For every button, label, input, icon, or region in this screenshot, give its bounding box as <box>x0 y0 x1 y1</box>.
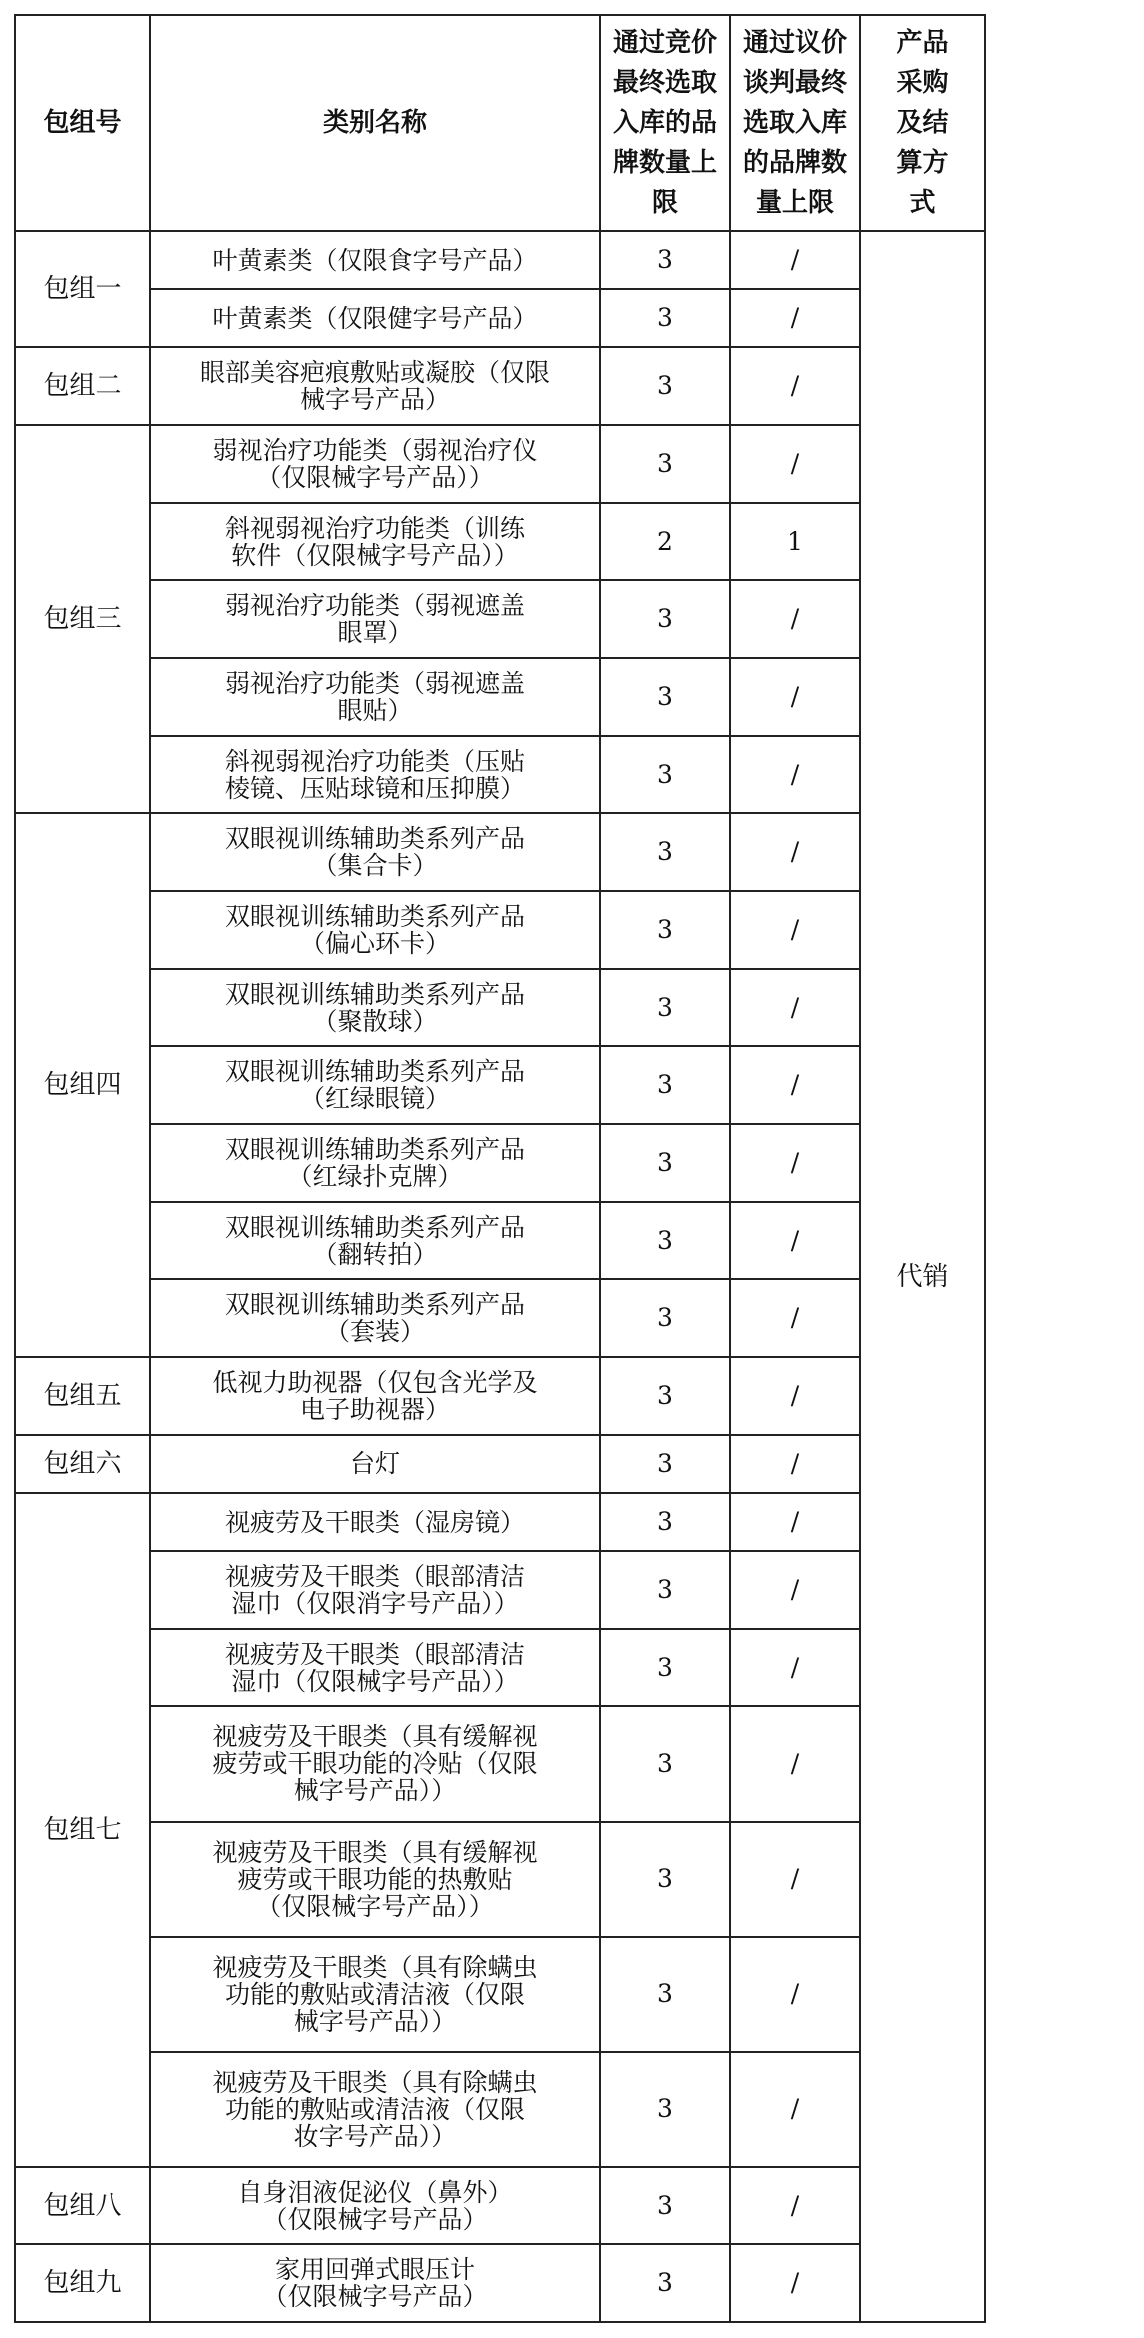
table-row <box>15 1279 985 1357</box>
table-row <box>15 1822 985 1937</box>
category-name-line: （聚散球） <box>312 1006 438 1036</box>
category-name-line: 功能的敷贴或清洁液（仅限 <box>224 2094 525 2124</box>
group-number-cell: 包组九 <box>15 2244 150 2322</box>
bid-limit-cell: 3 <box>600 969 730 1047</box>
negotiation-limit-cell: / <box>730 1822 860 1937</box>
negotiation-limit-cell: / <box>730 1202 860 1280</box>
header-text-line: 类别名称 <box>322 108 427 138</box>
settlement-method-cell: 代销 <box>860 231 985 2322</box>
table-row <box>15 347 985 425</box>
negotiation-limit-cell: / <box>730 1629 860 1707</box>
group-number-cell: 包组四 <box>15 813 150 1357</box>
negotiation-limit-cell: / <box>730 658 860 736</box>
negotiation-limit-cell: / <box>730 580 860 658</box>
header-text-line: 选取入库 <box>742 108 847 138</box>
category-name-line: 疲劳或干眼功能的冷贴（仅限 <box>212 1749 538 1779</box>
table-row <box>15 425 985 503</box>
negotiation-limit-cell: / <box>730 1046 860 1124</box>
negotiation-limit-cell: / <box>730 231 860 289</box>
category-name-line: 棱镜、压贴球镜和压抑膜） <box>224 773 525 803</box>
header-text-line: 及结 <box>896 108 949 138</box>
negotiation-limit-cell: / <box>730 2167 860 2245</box>
header-text-line: 产品 <box>896 28 949 58</box>
negotiation-limit-cell: / <box>730 1435 860 1493</box>
category-name-cell <box>150 1046 600 1124</box>
group-number-cell: 包组六 <box>15 1435 150 1493</box>
category-name-line: 妆字号产品）） <box>293 2121 457 2151</box>
table-row <box>15 1629 985 1707</box>
category-name-line: 双眼视训练辅助类系列产品 <box>224 1212 525 1242</box>
category-name-cell <box>150 1357 600 1435</box>
category-name-line: 斜视弱视治疗功能类（训练 <box>224 513 525 543</box>
bid-limit-cell: 3 <box>600 1493 730 1551</box>
negotiation-limit-cell: / <box>730 1551 860 1629</box>
category-name-cell <box>150 2167 600 2245</box>
category-name-line: 眼贴） <box>337 695 413 725</box>
category-name-line: 双眼视训练辅助类系列产品 <box>224 1290 525 1320</box>
negotiation-limit-cell: / <box>730 813 860 891</box>
category-name-line: 家用回弹式眼压计 <box>274 2255 475 2285</box>
negotiation-limit-cell: / <box>730 347 860 425</box>
table-row <box>15 1124 985 1202</box>
category-table <box>14 14 986 2323</box>
negotiation-limit-cell: / <box>730 969 860 1047</box>
bid-limit-cell: 3 <box>600 425 730 503</box>
category-name-line: 湿巾（仅限械字号产品）） <box>231 1666 519 1696</box>
bid-limit-cell: 3 <box>600 1937 730 2052</box>
category-name-cell <box>150 969 600 1047</box>
header-negotiation-brand-limit <box>730 15 860 231</box>
bid-limit-cell: 3 <box>600 1357 730 1435</box>
category-name-line: （仅限械字号产品）） <box>256 462 494 492</box>
bid-limit-cell: 3 <box>600 1046 730 1124</box>
table-row <box>15 1357 985 1435</box>
table-row <box>15 231 985 289</box>
category-name-cell <box>150 1202 600 1280</box>
category-name-line: 弱视治疗功能类（弱视遮盖 <box>224 668 525 698</box>
category-name-line: 械字号产品） <box>299 385 450 415</box>
category-name-line: 双眼视训练辅助类系列产品 <box>224 824 525 854</box>
negotiation-limit-cell: / <box>730 425 860 503</box>
negotiation-limit-cell: / <box>730 2052 860 2167</box>
category-name-cell <box>150 891 600 969</box>
header-text-line: 式 <box>909 188 936 218</box>
group-number-cell: 包组三 <box>15 425 150 813</box>
bid-limit-cell: 3 <box>600 289 730 347</box>
category-name-line: 功能的敷贴或清洁液（仅限 <box>224 1979 525 2009</box>
bid-limit-cell: 3 <box>600 2167 730 2245</box>
bid-limit-cell: 3 <box>600 1822 730 1937</box>
header-text-line: 通过议价 <box>742 28 847 58</box>
category-name-line: 视疲劳及干眼类（具有除螨虫 <box>212 1952 538 1982</box>
category-name-line: （仅限械字号产品） <box>262 2282 488 2312</box>
bid-limit-cell: 3 <box>600 2052 730 2167</box>
category-name-line: （翻转拍） <box>312 1239 438 1269</box>
header-settlement-method <box>860 15 985 231</box>
category-name-line: 眼部美容疤痕敷贴或凝胶（仅限 <box>199 358 550 388</box>
negotiation-limit-cell: / <box>730 1124 860 1202</box>
negotiation-limit-cell: / <box>730 2244 860 2322</box>
table-row <box>15 658 985 736</box>
category-name-line: 自身泪液促泌仪（鼻外） <box>237 2177 513 2207</box>
category-name-line: 软件（仅限械字号产品）） <box>231 540 519 570</box>
table-row <box>15 503 985 581</box>
header-group-number <box>15 15 150 231</box>
group-number-cell: 包组二 <box>15 347 150 425</box>
table-row <box>15 736 985 814</box>
table-row <box>15 891 985 969</box>
bid-limit-cell: 3 <box>600 2244 730 2322</box>
category-name-cell <box>150 1551 600 1629</box>
category-name-cell <box>150 1435 600 1493</box>
category-name-line: （仅限械字号产品） <box>262 2204 488 2234</box>
bid-limit-cell: 3 <box>600 1124 730 1202</box>
table-row <box>15 1706 985 1821</box>
table-row <box>15 2052 985 2167</box>
category-name-line: 电子助视器） <box>299 1394 450 1424</box>
category-name-cell <box>150 1706 600 1821</box>
table-row <box>15 1937 985 2052</box>
category-name-line: 视疲劳及干眼类（具有除螨虫 <box>212 2067 538 2097</box>
category-name-cell <box>150 580 600 658</box>
negotiation-limit-cell: / <box>730 289 860 347</box>
header-bid-brand-limit <box>600 15 730 231</box>
group-number-cell: 包组五 <box>15 1357 150 1435</box>
table-body <box>15 231 985 2322</box>
category-name-cell <box>150 425 600 503</box>
bid-limit-cell: 3 <box>600 231 730 289</box>
category-name-line: 叶黄素类（仅限食字号产品） <box>212 245 538 275</box>
bid-limit-cell: 3 <box>600 580 730 658</box>
header-text-line: 采购 <box>896 68 949 98</box>
category-name-line: 叶黄素类（仅限健字号产品） <box>212 303 538 333</box>
bid-limit-cell: 3 <box>600 1435 730 1493</box>
category-name-cell <box>150 658 600 736</box>
category-name-line: 视疲劳及干眼类（眼部清洁 <box>224 1639 525 1669</box>
category-name-line: （红绿眼镜） <box>299 1084 450 1114</box>
bid-limit-cell: 3 <box>600 891 730 969</box>
category-name-line: 台灯 <box>349 1449 400 1479</box>
category-name-cell <box>150 503 600 581</box>
category-name-line: 弱视治疗功能类（弱视遮盖 <box>224 591 525 621</box>
table-row <box>15 2167 985 2245</box>
bid-limit-cell: 2 <box>600 503 730 581</box>
negotiation-limit-cell: / <box>730 1357 860 1435</box>
table-row <box>15 1493 985 1551</box>
category-name-cell <box>150 736 600 814</box>
category-name-line: 双眼视训练辅助类系列产品 <box>224 1057 525 1087</box>
header-category-name <box>150 15 600 231</box>
category-name-cell <box>150 1124 600 1202</box>
product-category-sheet <box>14 14 984 2323</box>
table-row <box>15 289 985 347</box>
category-name-cell <box>150 2244 600 2322</box>
category-name-line: 疲劳或干眼功能的热敷贴 <box>237 1864 513 1894</box>
category-name-cell <box>150 289 600 347</box>
bid-limit-cell: 3 <box>600 813 730 891</box>
negotiation-limit-cell: 1 <box>730 503 860 581</box>
bid-limit-cell: 3 <box>600 1202 730 1280</box>
category-name-cell <box>150 813 600 891</box>
category-name-line: （仅限械字号产品）） <box>256 1891 494 1921</box>
table-row <box>15 969 985 1047</box>
bid-limit-cell: 3 <box>600 1629 730 1707</box>
category-name-line: 双眼视训练辅助类系列产品 <box>224 901 525 931</box>
negotiation-limit-cell: / <box>730 891 860 969</box>
bid-limit-cell: 3 <box>600 1706 730 1821</box>
category-name-line: （套装） <box>324 1317 425 1347</box>
bid-limit-cell: 3 <box>600 347 730 425</box>
category-name-line: 低视力助视器（仅包含光学及 <box>212 1367 538 1397</box>
category-name-line: 湿巾（仅限消字号产品）） <box>231 1588 519 1618</box>
category-name-line: 械字号产品）） <box>293 2006 457 2036</box>
group-number-cell: 包组八 <box>15 2167 150 2245</box>
table-row <box>15 813 985 891</box>
table-row <box>15 1046 985 1124</box>
header-text-line: 包组号 <box>43 108 122 138</box>
category-name-line: 弱视治疗功能类（弱视治疗仪 <box>212 435 538 465</box>
negotiation-limit-cell: / <box>730 1493 860 1551</box>
group-number-cell: 包组一 <box>15 231 150 347</box>
group-number-cell: 包组七 <box>15 1493 150 2167</box>
bid-limit-cell: 3 <box>600 658 730 736</box>
category-name-cell <box>150 231 600 289</box>
table-row <box>15 2244 985 2322</box>
header-text-line: 牌数量上 <box>612 148 717 178</box>
category-name-cell <box>150 1493 600 1551</box>
category-name-line: 视疲劳及干眼类（具有缓解视 <box>212 1722 538 1752</box>
header-text-line: 入库的品 <box>612 108 717 138</box>
negotiation-limit-cell: / <box>730 1279 860 1357</box>
category-name-cell <box>150 1822 600 1937</box>
bid-limit-cell: 3 <box>600 736 730 814</box>
header-text-line: 的品牌数 <box>742 148 847 178</box>
category-name-line: 视疲劳及干眼类（具有缓解视 <box>212 1837 538 1867</box>
category-name-line: （红绿扑克牌） <box>287 1161 463 1191</box>
table-row <box>15 1551 985 1629</box>
category-name-line: 双眼视训练辅助类系列产品 <box>224 1134 525 1164</box>
negotiation-limit-cell: / <box>730 736 860 814</box>
header-row <box>15 15 985 231</box>
header-text-line: 谈判最终 <box>742 68 847 98</box>
table-row <box>15 1202 985 1280</box>
bid-limit-cell: 3 <box>600 1279 730 1357</box>
category-name-line: 双眼视训练辅助类系列产品 <box>224 979 525 1009</box>
category-name-line: 械字号产品）） <box>293 1776 457 1806</box>
table-row <box>15 580 985 658</box>
negotiation-limit-cell: / <box>730 1706 860 1821</box>
table-row <box>15 1435 985 1493</box>
header-text-line: 通过竞价 <box>612 28 717 58</box>
category-name-cell <box>150 1629 600 1707</box>
category-name-cell <box>150 1937 600 2052</box>
category-name-line: 眼罩） <box>337 618 413 648</box>
negotiation-limit-cell: / <box>730 1937 860 2052</box>
header-text-line: 算方 <box>896 148 949 178</box>
category-name-line: 斜视弱视治疗功能类（压贴 <box>224 746 525 776</box>
category-name-line: 视疲劳及干眼类（湿房镜） <box>224 1507 525 1537</box>
header-text-line: 限 <box>651 188 678 218</box>
category-name-cell <box>150 2052 600 2167</box>
header-text-line: 最终选取 <box>612 68 717 98</box>
category-name-line: （偏心环卡） <box>299 928 450 958</box>
bid-limit-cell: 3 <box>600 1551 730 1629</box>
category-name-line: 视疲劳及干眼类（眼部清洁 <box>224 1561 525 1591</box>
header-text-line: 量上限 <box>755 188 834 218</box>
category-name-cell <box>150 1279 600 1357</box>
category-name-line: （集合卡） <box>312 851 438 881</box>
category-name-cell <box>150 347 600 425</box>
